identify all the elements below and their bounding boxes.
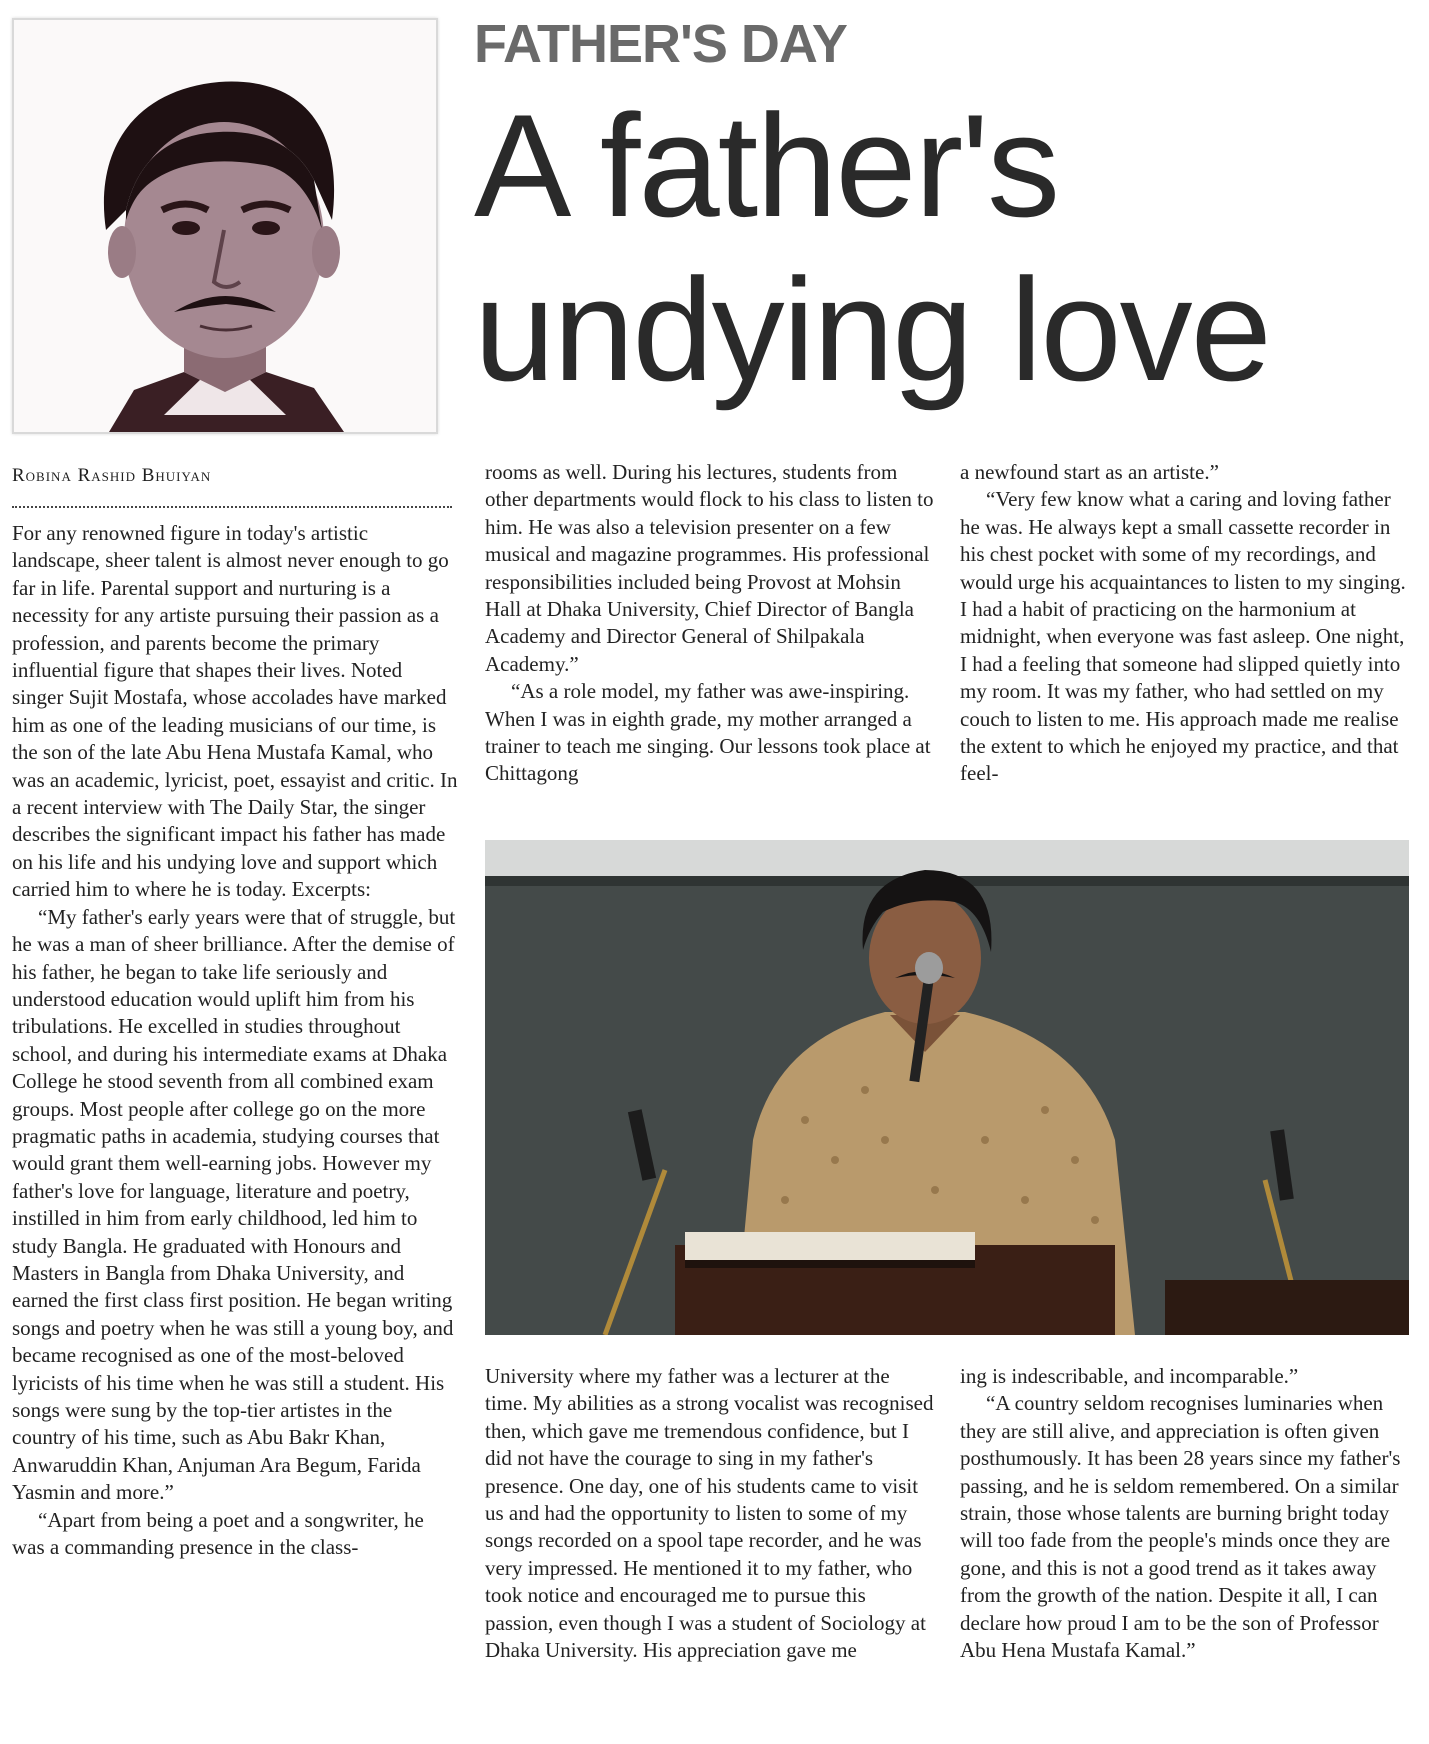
portrait-illustration <box>14 20 436 432</box>
article-column-2-top <box>485 459 935 819</box>
article-paragraph: rooms as well. During his lectures, students from other departments would flock to his class to listen to him. He was also a television presenter on a few musical and magazine programmes. His professional responsibilities included being Provost at Mohsin Hall at Dhaka University, Chief Director of Bangla Academy and Director General of Shilpakala Academy.” <box>485 460 934 676</box>
article-column-2-bottom <box>485 1363 935 1743</box>
headline <box>474 84 1424 412</box>
article-paragraph: ing is indescribable, and incomparable.” <box>960 1364 1299 1388</box>
article-paragraph: “As a role model, my father was awe-inspiring. When I was in eighth grade, my mother arranged a trainer to teach me singing. Our lessons took place at Chittagong <box>485 679 931 786</box>
article-paragraph: University where my father was a lecturer at the time. My abilities as a strong vocalist was recognised then, which gave me tremendous confidence, but I did not have the courage to sing in my father's presence. One day, one of his students came to visit us and had the opportunity to listen to some of my songs recorded on a spool tape recorder, and he was very impressed. He mentioned it to my father, who took notice and encouraged me to pursue this passion, even though I was a student of Sociology at Dhaka University. His appreciation gave me <box>485 1364 934 1663</box>
article-paragraph: “My father's early years were that of struggle, but he was a man of sheer brilliance. After the demise of his father, he began to take life seriously and understood education would uplift him from his tribulations. He excelled in studies throughout school, and during his intermediate exams at Dhaka College he stood seventh from all combined exam groups. Most people after college go on the more pragmatic paths in academia, studying courses that would grant them well-earning jobs. However my father's love for language, literature and poetry, instilled in him from early childhood, led him to study Bangla. He graduated with Honours and Masters in Bangla from Dhaka University, and earned the first class first position. He began writing songs and poetry when he was still a young boy, and became recognised as one of the most-beloved lyricists of his time when he was still a student. His songs were sung by the top-tier artistes in the country of his time, such as Abu Bakr Khan, Anwaruddin Khan, Anjuman Ara Begum, Farida Yasmin and more.” <box>12 904 456 1505</box>
article-paragraph: “Apart from being a poet and a songwriter, he was a commanding presence in the class- <box>12 1507 424 1560</box>
article-paragraph: “A country seldom recognises luminaries when they are still alive, and appreciation is often given posthumously. It has been 28 years since my father's passing, and he is seldom remembered. On a similar strain, those whose talents are burning bright today will too fade from the people's minds once they are gone, and this is not a good trend as it takes away from the growth of the nation. Despite it all, I can declare how proud I am to be the son of Professor Abu Hena Mustafa Kamal.” <box>960 1391 1401 1663</box>
byline-divider <box>12 506 452 508</box>
article-column-3-top <box>960 459 1412 819</box>
portrait-photo <box>12 18 438 434</box>
section-label: FATHER'S DAY <box>474 14 847 74</box>
headline-line-1: A father's <box>474 84 1059 247</box>
article-paragraph: “Very few know what a caring and loving father he was. He always kept a small cassette recorder in his chest pocket with some of my recordings, and would urge his acquaintances to listen to my singing. I had a habit of practicing on the harmonium at midnight, when everyone was fast asleep. One night, I had a feeling that someone had slipped quietly into my room. It was my father, who had settled on my couch to listen to me. His approach made me realise the extent to which he enjoyed my practice, and that feel- <box>960 487 1406 786</box>
article-paragraph: a newfound start as an artiste.” <box>960 460 1219 484</box>
article-column-1 <box>12 520 458 1744</box>
performance-illustration <box>485 840 1409 1335</box>
article-paragraph: For any renowned figure in today's artistic landscape, sheer talent is almost never enough to go far in life. Parental support and nurturing is a necessity for any artiste pursuing their passion as a profession, and parents become the primary influential figure that shapes their lives. Noted singer Sujit Mostafa, whose accolades have marked him as one of the leading musicians of our time, is the son of the late Abu Hena Mustafa Kamal, who was an academic, lyricist, poet, essayist and critic. In a recent interview with The Daily Star, the singer describes the significant impact his father has made on his life and his undying love and support which carried him to where he is today. Excerpts: <box>12 521 458 902</box>
performance-photo <box>485 840 1409 1335</box>
article-column-3-bottom <box>960 1363 1412 1743</box>
headline-line-2: undying love <box>474 248 1270 411</box>
byline: Robina Rashid Bhuiyan <box>12 465 212 486</box>
